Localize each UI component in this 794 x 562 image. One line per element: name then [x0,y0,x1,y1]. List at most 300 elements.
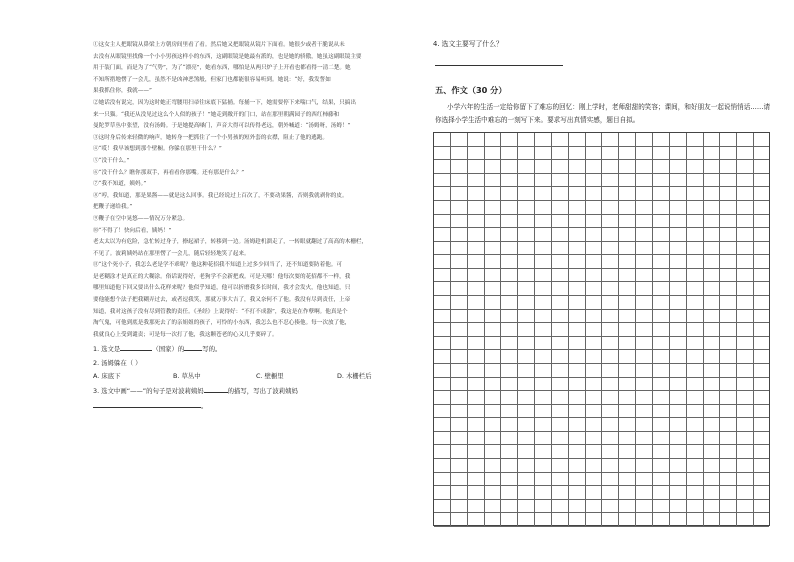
grid-cell[interactable] [501,296,518,309]
grid-cell[interactable] [552,255,569,268]
grid-cell[interactable] [451,378,468,391]
grid-cell[interactable] [737,269,754,282]
grid-cell[interactable] [434,405,451,418]
grid-cell[interactable] [485,201,502,214]
grid-cell[interactable] [670,323,687,336]
grid-cell[interactable] [619,187,636,200]
grid-cell[interactable] [603,513,620,526]
grid-cell[interactable] [653,378,670,391]
grid-cell[interactable] [569,228,586,241]
grid-cell[interactable] [704,500,721,513]
grid-cell[interactable] [535,174,552,187]
grid-cell[interactable] [569,242,586,255]
grid-cell[interactable] [653,228,670,241]
grid-cell[interactable] [518,513,535,526]
grid-cell[interactable] [670,282,687,295]
grid-cell[interactable] [518,133,535,146]
grid-cell[interactable] [451,459,468,472]
grid-cell[interactable] [653,500,670,513]
grid-cell[interactable] [468,364,485,377]
grid-cell[interactable] [619,201,636,214]
grid-cell[interactable] [636,174,653,187]
grid-cell[interactable] [485,391,502,404]
grid-cell[interactable] [704,323,721,336]
grid-cell[interactable] [636,215,653,228]
grid-cell[interactable] [619,310,636,323]
grid-cell[interactable] [485,486,502,499]
grid-cell[interactable] [586,255,603,268]
grid-cell[interactable] [586,269,603,282]
grid-cell[interactable] [670,160,687,173]
grid-cell[interactable] [636,187,653,200]
grid-cell[interactable] [653,201,670,214]
grid-cell[interactable] [653,255,670,268]
grid-cell[interactable] [468,242,485,255]
grid-cell[interactable] [704,337,721,350]
grid-cell[interactable] [468,445,485,458]
answer-blank[interactable] [93,401,201,408]
grid-cell[interactable] [552,486,569,499]
option-a[interactable]: A. 床底下 [93,372,121,381]
grid-cell[interactable] [552,473,569,486]
grid-cell[interactable] [468,418,485,431]
grid-cell[interactable] [704,432,721,445]
grid-cell[interactable] [501,486,518,499]
grid-cell[interactable] [737,242,754,255]
grid-cell[interactable] [636,500,653,513]
grid-cell[interactable] [720,228,737,241]
grid-cell[interactable] [434,310,451,323]
grid-cell[interactable] [619,432,636,445]
grid-cell[interactable] [687,445,704,458]
grid-cell[interactable] [720,323,737,336]
grid-cell[interactable] [535,418,552,431]
grid-cell[interactable] [501,269,518,282]
grid-cell[interactable] [720,133,737,146]
grid-cell[interactable] [704,296,721,309]
grid-cell[interactable] [552,310,569,323]
grid-cell[interactable] [737,310,754,323]
grid-cell[interactable] [619,255,636,268]
grid-cell[interactable] [501,459,518,472]
grid-cell[interactable] [603,160,620,173]
grid-cell[interactable] [569,296,586,309]
grid-cell[interactable] [569,378,586,391]
grid-cell[interactable] [670,513,687,526]
grid-cell[interactable] [687,269,704,282]
grid-cell[interactable] [552,405,569,418]
grid-cell[interactable] [603,405,620,418]
grid-cell[interactable] [434,473,451,486]
grid-cell[interactable] [501,432,518,445]
grid-cell[interactable] [670,391,687,404]
grid-cell[interactable] [518,350,535,363]
grid-cell[interactable] [687,160,704,173]
grid-cell[interactable] [468,215,485,228]
grid-cell[interactable] [552,445,569,458]
grid-cell[interactable] [619,513,636,526]
grid-cell[interactable] [501,418,518,431]
grid-cell[interactable] [569,432,586,445]
grid-cell[interactable] [687,323,704,336]
grid-cell[interactable] [485,473,502,486]
grid-cell[interactable] [720,296,737,309]
grid-cell[interactable] [451,296,468,309]
grid-cell[interactable] [636,201,653,214]
grid-cell[interactable] [501,242,518,255]
grid-cell[interactable] [468,513,485,526]
grid-cell[interactable] [586,133,603,146]
grid-cell[interactable] [603,255,620,268]
grid-cell[interactable] [485,310,502,323]
grid-cell[interactable] [687,391,704,404]
grid-cell[interactable] [619,364,636,377]
grid-cell[interactable] [653,133,670,146]
grid-cell[interactable] [619,323,636,336]
grid-cell[interactable] [737,228,754,241]
grid-cell[interactable] [720,486,737,499]
grid-cell[interactable] [569,133,586,146]
grid-cell[interactable] [670,405,687,418]
grid-cell[interactable] [619,147,636,160]
grid-cell[interactable] [636,147,653,160]
grid-cell[interactable] [485,282,502,295]
grid-cell[interactable] [569,310,586,323]
grid-cell[interactable] [451,255,468,268]
grid-cell[interactable] [603,310,620,323]
grid-cell[interactable] [653,405,670,418]
grid-cell[interactable] [670,337,687,350]
grid-cell[interactable] [569,269,586,282]
grid-cell[interactable] [518,282,535,295]
grid-cell[interactable] [636,418,653,431]
grid-cell[interactable] [704,215,721,228]
grid-cell[interactable] [720,364,737,377]
grid-cell[interactable] [552,337,569,350]
grid-cell[interactable] [535,459,552,472]
grid-cell[interactable] [653,473,670,486]
grid-cell[interactable] [434,432,451,445]
grid-cell[interactable] [653,296,670,309]
grid-cell[interactable] [636,296,653,309]
grid-cell[interactable] [653,486,670,499]
grid-cell[interactable] [670,147,687,160]
grid-cell[interactable] [653,215,670,228]
grid-cell[interactable] [501,187,518,200]
grid-cell[interactable] [670,364,687,377]
grid-cell[interactable] [619,282,636,295]
grid-cell[interactable] [737,255,754,268]
grid-cell[interactable] [619,269,636,282]
grid-cell[interactable] [653,350,670,363]
grid-cell[interactable] [468,160,485,173]
grid-cell[interactable] [603,242,620,255]
grid-cell[interactable] [468,459,485,472]
grid-cell[interactable] [468,378,485,391]
option-d[interactable]: D. 木栅栏后 [337,372,372,381]
grid-cell[interactable] [518,242,535,255]
grid-cell[interactable] [619,160,636,173]
grid-cell[interactable] [670,201,687,214]
grid-cell[interactable] [552,174,569,187]
grid-cell[interactable] [535,296,552,309]
grid-cell[interactable] [737,432,754,445]
grid-cell[interactable] [704,459,721,472]
grid-cell[interactable] [468,405,485,418]
grid-cell[interactable] [468,147,485,160]
grid-cell[interactable] [485,364,502,377]
grid-cell[interactable] [687,418,704,431]
grid-cell[interactable] [501,215,518,228]
grid-cell[interactable] [535,201,552,214]
grid-cell[interactable] [636,405,653,418]
grid-cell[interactable] [518,323,535,336]
grid-cell[interactable] [737,282,754,295]
grid-cell[interactable] [552,418,569,431]
grid-cell[interactable] [720,337,737,350]
grid-cell[interactable] [501,310,518,323]
grid-cell[interactable] [501,201,518,214]
grid-cell[interactable] [653,445,670,458]
grid-cell[interactable] [653,174,670,187]
grid-cell[interactable] [501,500,518,513]
grid-cell[interactable] [586,513,603,526]
grid-cell[interactable] [552,513,569,526]
grid-cell[interactable] [603,147,620,160]
grid-cell[interactable] [485,269,502,282]
grid-cell[interactable] [552,459,569,472]
grid-cell[interactable] [434,174,451,187]
grid-cell[interactable] [434,296,451,309]
grid-cell[interactable] [653,269,670,282]
grid-cell[interactable] [535,513,552,526]
grid-cell[interactable] [636,473,653,486]
grid-cell[interactable] [485,378,502,391]
grid-cell[interactable] [518,486,535,499]
grid-cell[interactable] [737,323,754,336]
grid-cell[interactable] [535,473,552,486]
grid-cell[interactable] [720,391,737,404]
grid-cell[interactable] [619,391,636,404]
grid-cell[interactable] [670,350,687,363]
grid-cell[interactable] [737,337,754,350]
grid-cell[interactable] [687,228,704,241]
grid-cell[interactable] [535,310,552,323]
grid-cell[interactable] [518,391,535,404]
grid-cell[interactable] [619,459,636,472]
grid-cell[interactable] [636,255,653,268]
grid-cell[interactable] [501,282,518,295]
grid-cell[interactable] [603,201,620,214]
grid-cell[interactable] [535,445,552,458]
grid-cell[interactable] [619,500,636,513]
grid-cell[interactable] [552,269,569,282]
grid-cell[interactable] [670,187,687,200]
grid-cell[interactable] [603,282,620,295]
grid-cell[interactable] [518,459,535,472]
grid-cell[interactable] [653,242,670,255]
grid-cell[interactable] [485,215,502,228]
grid-cell[interactable] [451,473,468,486]
grid-cell[interactable] [518,187,535,200]
grid-cell[interactable] [636,133,653,146]
grid-cell[interactable] [485,350,502,363]
grid-cell[interactable] [653,418,670,431]
grid-cell[interactable] [687,310,704,323]
q4-answer-line[interactable] [435,65,563,66]
grid-cell[interactable] [434,255,451,268]
grid-cell[interactable] [653,391,670,404]
grid-cell[interactable] [704,350,721,363]
grid-cell[interactable] [653,160,670,173]
grid-cell[interactable] [451,160,468,173]
grid-cell[interactable] [451,500,468,513]
grid-cell[interactable] [619,418,636,431]
grid-cell[interactable] [451,486,468,499]
grid-cell[interactable] [603,323,620,336]
grid-cell[interactable] [434,350,451,363]
grid-cell[interactable] [737,418,754,431]
grid-cell[interactable] [451,187,468,200]
grid-cell[interactable] [670,459,687,472]
grid-cell[interactable] [619,242,636,255]
grid-cell[interactable] [737,201,754,214]
grid-cell[interactable] [434,269,451,282]
grid-cell[interactable] [720,255,737,268]
grid-cell[interactable] [586,160,603,173]
grid-cell[interactable] [670,255,687,268]
grid-cell[interactable] [737,296,754,309]
grid-cell[interactable] [653,337,670,350]
grid-cell[interactable] [670,296,687,309]
grid-cell[interactable] [535,255,552,268]
grid-cell[interactable] [569,486,586,499]
grid-cell[interactable] [485,133,502,146]
grid-cell[interactable] [653,364,670,377]
grid-cell[interactable] [704,418,721,431]
grid-cell[interactable] [569,473,586,486]
grid-cell[interactable] [687,364,704,377]
grid-cell[interactable] [468,486,485,499]
grid-cell[interactable] [518,160,535,173]
grid-cell[interactable] [687,147,704,160]
grid-cell[interactable] [704,147,721,160]
grid-cell[interactable] [569,513,586,526]
grid-cell[interactable] [501,391,518,404]
grid-cell[interactable] [569,500,586,513]
grid-cell[interactable] [485,187,502,200]
grid-cell[interactable] [704,364,721,377]
grid-cell[interactable] [518,255,535,268]
grid-cell[interactable] [501,228,518,241]
option-b[interactable]: B. 草丛中 [173,372,201,381]
grid-cell[interactable] [451,405,468,418]
grid-cell[interactable] [586,242,603,255]
grid-cell[interactable] [687,513,704,526]
grid-cell[interactable] [552,201,569,214]
grid-cell[interactable] [552,378,569,391]
grid-cell[interactable] [552,147,569,160]
grid-cell[interactable] [485,174,502,187]
grid-cell[interactable] [552,133,569,146]
grid-cell[interactable] [468,350,485,363]
grid-cell[interactable] [603,486,620,499]
grid-cell[interactable] [586,215,603,228]
grid-cell[interactable] [434,337,451,350]
grid-cell[interactable] [687,432,704,445]
grid-cell[interactable] [485,337,502,350]
grid-cell[interactable] [501,337,518,350]
grid-cell[interactable] [586,486,603,499]
grid-cell[interactable] [603,364,620,377]
grid-cell[interactable] [704,513,721,526]
grid-cell[interactable] [535,486,552,499]
grid-cell[interactable] [535,364,552,377]
grid-cell[interactable] [451,445,468,458]
grid-cell[interactable] [653,282,670,295]
grid-cell[interactable] [586,147,603,160]
grid-cell[interactable] [501,323,518,336]
grid-cell[interactable] [535,350,552,363]
grid-cell[interactable] [619,473,636,486]
grid-cell[interactable] [569,364,586,377]
grid-cell[interactable] [737,445,754,458]
writing-grid[interactable] [433,132,770,526]
grid-cell[interactable] [586,418,603,431]
grid-cell[interactable] [485,255,502,268]
grid-cell[interactable] [636,310,653,323]
grid-cell[interactable] [619,405,636,418]
grid-cell[interactable] [501,147,518,160]
grid-cell[interactable] [586,391,603,404]
grid-cell[interactable] [687,473,704,486]
grid-cell[interactable] [434,160,451,173]
grid-cell[interactable] [619,215,636,228]
grid-cell[interactable] [687,187,704,200]
grid-cell[interactable] [704,160,721,173]
grid-cell[interactable] [468,310,485,323]
grid-cell[interactable] [569,282,586,295]
grid-cell[interactable] [619,350,636,363]
grid-cell[interactable] [518,473,535,486]
grid-cell[interactable] [535,228,552,241]
grid-cell[interactable] [704,391,721,404]
grid-cell[interactable] [603,187,620,200]
grid-cell[interactable] [485,228,502,241]
grid-cell[interactable] [451,391,468,404]
grid-cell[interactable] [603,350,620,363]
grid-cell[interactable] [670,432,687,445]
grid-cell[interactable] [569,323,586,336]
grid-cell[interactable] [468,187,485,200]
grid-cell[interactable] [485,405,502,418]
grid-cell[interactable] [569,215,586,228]
grid-cell[interactable] [670,228,687,241]
grid-cell[interactable] [535,269,552,282]
grid-cell[interactable] [704,473,721,486]
grid-cell[interactable] [670,269,687,282]
grid-cell[interactable] [501,133,518,146]
grid-cell[interactable] [468,323,485,336]
grid-cell[interactable] [434,418,451,431]
grid-cell[interactable] [451,418,468,431]
grid-cell[interactable] [670,174,687,187]
grid-cell[interactable] [451,432,468,445]
grid-cell[interactable] [704,242,721,255]
grid-cell[interactable] [434,242,451,255]
grid-cell[interactable] [603,445,620,458]
grid-cell[interactable] [518,296,535,309]
